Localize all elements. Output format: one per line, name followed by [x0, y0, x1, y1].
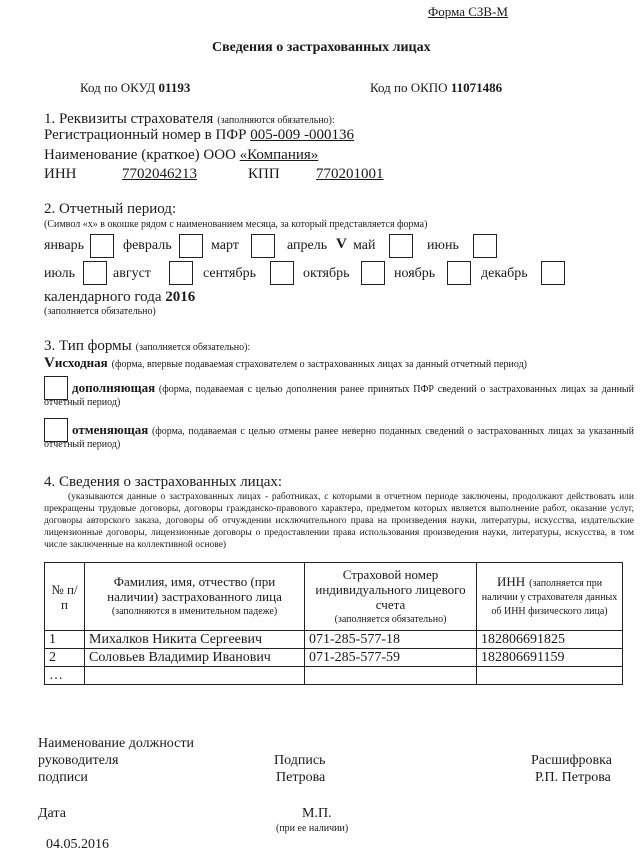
- month-november-checkbox[interactable]: [447, 261, 471, 285]
- month-may-label: май: [353, 238, 376, 253]
- col-fio-header: [85, 563, 305, 631]
- section2-heading: 2. Отчетный период:: [44, 201, 177, 217]
- month-december-label: декабрь: [481, 266, 528, 281]
- table-row: [45, 631, 623, 649]
- month-august-label: август: [113, 266, 151, 281]
- kpp-value: 770201001: [316, 166, 384, 182]
- section4-heading: 4. Сведения о застрахованных лицах:: [44, 474, 283, 490]
- form-label: Форма СЗВ-М: [428, 4, 508, 19]
- section1-heading: 1. Реквизиты страхователя: [44, 111, 214, 127]
- inn-label: ИНН: [44, 166, 77, 182]
- month-february-label: февраль: [123, 238, 172, 253]
- position-label: Наименование должности: [38, 736, 194, 751]
- table-header-row: [45, 563, 623, 631]
- section1-heading-line: [44, 110, 335, 128]
- col-snils-note: (заполняется обязательно): [334, 613, 447, 625]
- table-row: [45, 649, 623, 667]
- form-type-initial-desc: (форма, впервые подаваемая страхователем о застрахованных лицах за данный отчетный период): [111, 359, 528, 370]
- inn-value: 7702046213: [122, 166, 197, 182]
- okud-code: [80, 80, 190, 96]
- okpo-value: 11071486: [450, 80, 503, 95]
- row-fio: Соловьев Владимир Иванович: [85, 649, 305, 667]
- date-value: 04.05.2016: [46, 837, 109, 852]
- form-type-cancel-label: отменяющая: [72, 422, 149, 437]
- kpp-label: КПП: [248, 166, 280, 182]
- month-may-checkbox[interactable]: [389, 234, 413, 258]
- year-label: календарного года: [44, 289, 162, 305]
- form-type-cancel-desc: (форма, подаваемая с целью отмены ранее неверно поданных сведений о застрахованных лицах за указанный отчетный период): [44, 426, 635, 450]
- position-label-line2: руководителя: [38, 753, 119, 768]
- form-type-initial-mark: V: [44, 355, 55, 371]
- row-inn: 182806691825: [477, 631, 623, 649]
- month-march-label: март: [211, 238, 239, 253]
- month-june-label: июнь: [427, 238, 459, 253]
- org-name-line: [44, 147, 318, 164]
- row-inn: [477, 667, 623, 685]
- month-april-mark[interactable]: V: [336, 236, 347, 252]
- okpo-label: Код по ОКПО: [370, 80, 448, 95]
- signature-label: Подпись: [274, 753, 326, 768]
- form-type-supplement-desc: (форма, подаваемая с целью дополнения ранее принятых ПФР сведений о застрахованных лицах за данный отчетный период): [44, 384, 634, 408]
- form-type-initial[interactable]: [44, 354, 527, 372]
- okpo-code: [370, 80, 502, 96]
- row-snils: 071-285-577-18: [305, 631, 477, 649]
- month-october-label: октябрь: [303, 266, 350, 281]
- date-label: Дата: [38, 806, 66, 821]
- month-december-checkbox[interactable]: [541, 261, 565, 285]
- section3-heading: 3. Тип формы: [44, 338, 132, 354]
- month-september-label: сентябрь: [203, 266, 256, 281]
- reg-number-label: Регистрационный номер в ПФР: [44, 127, 247, 143]
- okud-value: 01193: [158, 80, 191, 95]
- month-september-checkbox[interactable]: [270, 261, 294, 285]
- org-name-label: Наименование (краткое): [44, 147, 200, 163]
- col-snils-title: Страховой номер индивидуального лицевого счета: [315, 566, 466, 612]
- table-row: [45, 667, 623, 685]
- position-label-line3: подписи: [38, 770, 88, 785]
- year-line: [44, 289, 195, 306]
- form-type-cancel: [44, 424, 634, 451]
- col-inn-header: [477, 563, 623, 631]
- year-note: (заполняется обязательно): [44, 306, 156, 317]
- insured-persons-table: [44, 562, 623, 685]
- form-type-initial-label: исходная: [54, 355, 108, 370]
- row-snils: 071-285-577-59: [305, 649, 477, 667]
- document-title: Сведения о застрахованных лицах: [212, 40, 431, 55]
- reg-number-value: 005-009 -000136: [250, 127, 354, 143]
- col-fio-title: Фамилия, имя, отчество (при наличии) застрахованного лица: [107, 574, 282, 604]
- month-april-label: апрель: [287, 238, 328, 253]
- org-name-prefix: ООО: [203, 147, 236, 163]
- month-march-checkbox[interactable]: [251, 234, 275, 258]
- decode-label: Расшифровка: [531, 753, 612, 768]
- section3-heading-line: [44, 337, 250, 355]
- row-num: 2: [45, 649, 85, 667]
- section2-note: (Символ «х» в окошке рядом с наименованием месяца, за который представляется форма): [44, 219, 428, 230]
- col-inn-title: ИНН: [496, 573, 526, 589]
- month-october-checkbox[interactable]: [361, 261, 385, 285]
- row-snils: [305, 667, 477, 685]
- section1-note: (заполняются обязательно):: [217, 115, 335, 126]
- stamp-label: М.П.: [302, 806, 332, 821]
- row-num: 1: [45, 631, 85, 649]
- form-type-supplement: [44, 382, 634, 409]
- year-value: 2016: [165, 289, 196, 305]
- signature-value: Петрова: [276, 770, 326, 785]
- month-july-label: июль: [44, 266, 75, 281]
- row-fio: [85, 667, 305, 685]
- row-fio: Михалков Никита Сергеевич: [85, 631, 305, 649]
- month-august-checkbox[interactable]: [169, 261, 193, 285]
- org-name-value: «Компания»: [239, 147, 319, 163]
- row-num: …: [45, 667, 85, 685]
- col-fio-note: (заполняются в именительном падеже): [111, 606, 278, 617]
- month-january-label: январь: [44, 238, 84, 253]
- okud-label: Код по ОКУД: [80, 80, 156, 95]
- month-june-checkbox[interactable]: [473, 234, 497, 258]
- reg-number-line: [44, 127, 354, 144]
- section3-note: (заполняется обязательно):: [135, 342, 251, 353]
- month-february-checkbox[interactable]: [179, 234, 203, 258]
- col-num-header: № п/п: [45, 563, 85, 631]
- row-inn: 182806691159: [477, 649, 623, 667]
- month-november-label: ноябрь: [394, 266, 436, 281]
- month-january-checkbox[interactable]: [90, 234, 114, 258]
- form-type-supplement-label: дополняющая: [72, 380, 156, 395]
- col-inn-note: (заполняется при наличии у страхователя данных об ИНН физического лица): [481, 577, 618, 617]
- decode-value: Р.П. Петрова: [535, 770, 611, 785]
- month-july-checkbox[interactable]: [83, 261, 107, 285]
- section4-note: (указываются данные о застрахованных лицах - работниках, с которыми в отчетном периоде заключены, продолжают действовать или прекращены трудовые договоры, договоры гражданско-правового характера, предметом которых является выполнение работ, оказание услуг, договоры авторского заказа, договоры об отчуждении исключительного права на произведения науки, литературы, искусства, издательские лицензионные договоры, лицензионные договоры о предоставлении права использования произведения науки, литературы, искусства, в том числе заключенные на коллективной основе): [44, 492, 634, 550]
- col-snils-header: [305, 563, 477, 631]
- stamp-note: (при ее наличии): [276, 823, 349, 834]
